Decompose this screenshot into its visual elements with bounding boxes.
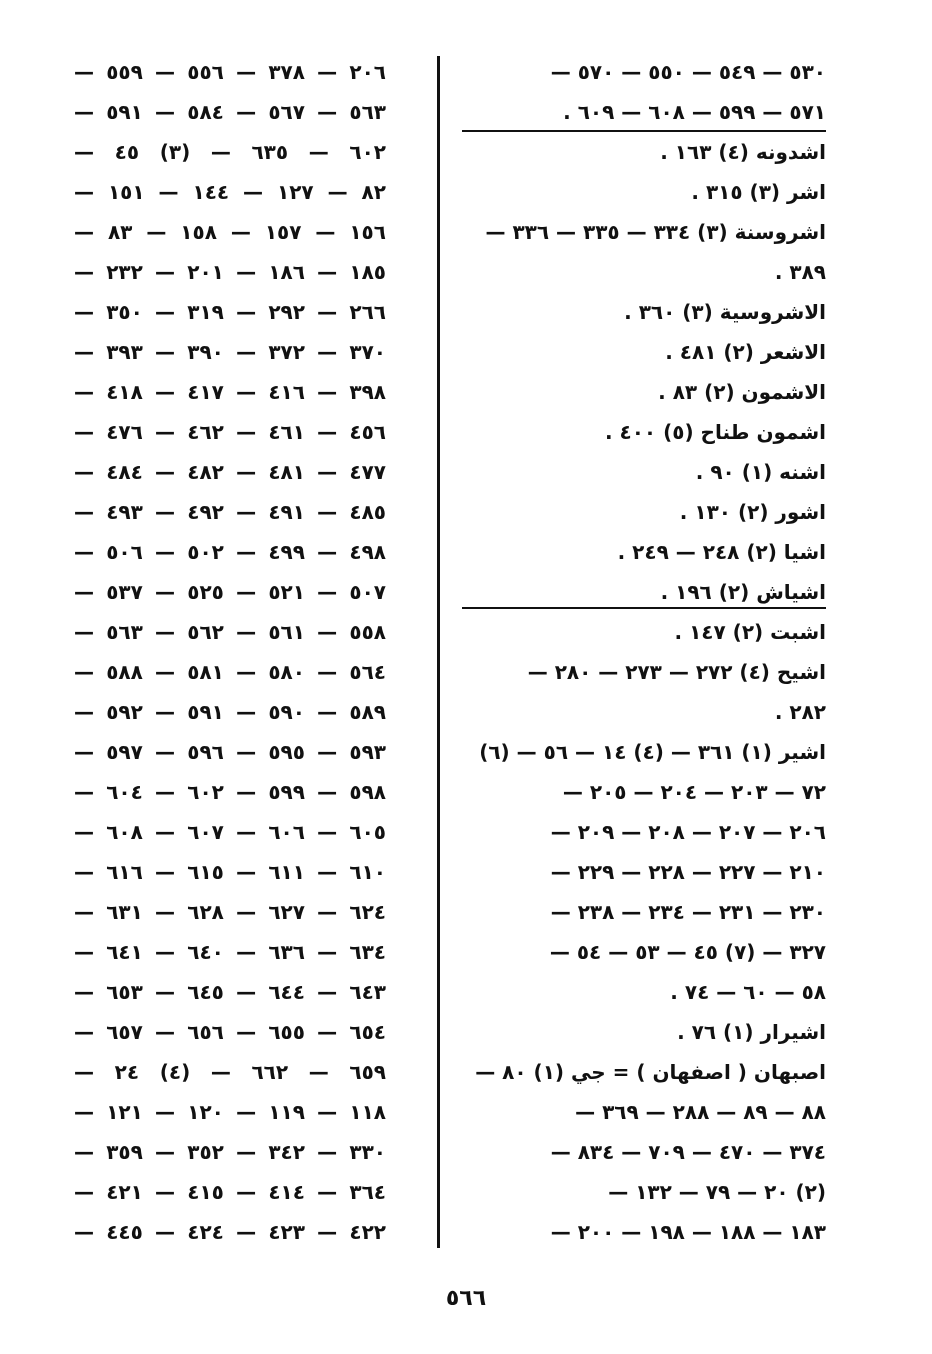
index-line: ٥٦٤ — ٥٨٠ — ٥٨١ — ٥٨٨ —	[74, 660, 386, 684]
index-line: اشور (٢) ١٣٠ .	[679, 500, 826, 524]
column-divider	[437, 56, 440, 1248]
index-line: ١٥٦ — ١٥٧ — ١٥٨ — ٨٣ —	[74, 220, 386, 244]
index-line: ٥٥٨ — ٥٦١ — ٥٦٢ — ٥٦٣ —	[74, 620, 386, 644]
index-line: ٤٩٨ — ٤٩٩ — ٥٠٢ — ٥٠٦ —	[74, 540, 386, 564]
index-line: ٣٧٤ — ٤٧٠ — ٧٠٩ — ٨٣٤ —	[550, 1140, 826, 1164]
index-line: ٢٠٦ — ٢٠٧ — ٢٠٨ — ٢٠٩ —	[550, 820, 826, 844]
index-line: اشبت (٢) ١٤٧ .	[674, 620, 826, 644]
index-line: اشروسنة (٣) ٣٣٤ — ٣٣٥ — ٣٣٦ —	[485, 220, 826, 244]
index-line: ٦٠٥ — ٦٠٦ — ٦٠٧ — ٦٠٨ —	[74, 820, 386, 844]
index-line: ١٨٥ — ١٨٦ — ٢٠١ — ٢٣٢ —	[74, 260, 386, 284]
index-line: الاشعر (٢) ٤٨١ .	[665, 340, 826, 364]
index-line: اشر (٣) ٣١٥ .	[691, 180, 826, 204]
index-line: ٦٤٣ — ٦٤٤ — ٦٤٥ — ٦٥٣ —	[74, 980, 386, 1004]
index-line: ٥٨٩ — ٥٩٠ — ٥٩١ — ٥٩٢ —	[74, 700, 386, 724]
index-line: ٣٢٧ — (٧) ٤٥ — ٥٣ — ٥٤ —	[549, 940, 826, 964]
index-line: ٧٢ — ٢٠٣ — ٢٠٤ — ٢٠٥ —	[562, 780, 826, 804]
index-line: ٤٧٧ — ٤٨١ — ٤٨٢ — ٤٨٤ —	[74, 460, 386, 484]
page-number: ٥٦٦	[445, 1286, 487, 1311]
horizontal-rule	[462, 607, 826, 609]
horizontal-rule	[462, 130, 826, 132]
index-line: ٦٢٤ — ٦٢٧ — ٦٢٨ — ٦٣١ —	[74, 900, 386, 924]
right-column	[462, 52, 826, 1252]
index-line: اشنه (١) ٩٠ .	[695, 460, 826, 484]
index-line: ٤٢٢ — ٤٢٣ — ٤٢٤ — ٤٤٥ —	[74, 1220, 386, 1244]
index-line: ٥٧١ — ٥٩٩ — ٦٠٨ — ٦٠٩ .	[563, 100, 826, 124]
index-line: ٢٨٢ .	[774, 700, 826, 724]
index-line: ٢٦٦ — ٢٩٢ — ٣١٩ — ٣٥٠ —	[74, 300, 386, 324]
index-line: اشدونه (٤) ١٦٣ .	[660, 140, 826, 164]
index-line: ٥٦٣ — ٥٦٧ — ٥٨٤ — ٥٩١ —	[74, 100, 386, 124]
index-line: ٤٨٥ — ٤٩١ — ٤٩٢ — ٤٩٣ —	[74, 500, 386, 524]
index-line: ٨٨ — ٨٩ — ٢٨٨ — ٣٦٩ —	[575, 1100, 826, 1124]
index-line: ٣٦٤ — ٤١٤ — ٤١٥ — ٤٢١ —	[74, 1180, 386, 1204]
index-line: الاشمون (٢) ٨٣ .	[658, 380, 826, 404]
index-line: ٦٥٤ — ٦٥٥ — ٦٥٦ — ٦٥٧ —	[74, 1020, 386, 1044]
index-line: ٣٩٨ — ٤١٦ — ٤١٧ — ٤١٨ —	[74, 380, 386, 404]
index-line: ٥٩٣ — ٥٩٥ — ٥٩٦ — ٥٩٧ —	[74, 740, 386, 764]
index-line: ٦١٠ — ٦١١ — ٦١٥ — ٦١٦ —	[74, 860, 386, 884]
index-line: ٦٣٤ — ٦٣٦ — ٦٤٠ — ٦٤١ —	[74, 940, 386, 964]
index-line: ٥٠٧ — ٥٢١ — ٥٢٥ — ٥٣٧ —	[74, 580, 386, 604]
index-line: ٦٥٩ — ٦٦٢ — (٤) ٢٤ —	[74, 1060, 386, 1084]
index-line: ٢١٠ — ٢٢٧ — ٢٢٨ — ٢٢٩ —	[550, 860, 826, 884]
index-line: ١١٨ — ١١٩ — ١٢٠ — ١٢١ —	[74, 1100, 386, 1124]
index-line: ٢٠٦ — ٣٧٨ — ٥٥٦ — ٥٥٩ —	[74, 60, 386, 84]
index-line: ٣٣٠ — ٣٤٢ — ٣٥٢ — ٣٥٩ —	[74, 1140, 386, 1164]
index-line: ٣٧٠ — ٣٧٢ — ٣٩٠ — ٣٩٣ —	[74, 340, 386, 364]
index-line: ٢٣٠ — ٢٣١ — ٢٣٤ — ٢٣٨ —	[550, 900, 826, 924]
index-line: ٤٥٦ — ٤٦١ — ٤٦٢ — ٤٧٦ —	[74, 420, 386, 444]
index-line: اشمون طناح (٥) ٤٠٠ .	[604, 420, 826, 444]
index-line: ٨٢ — ١٢٧ — ١٤٤ — ١٥١ —	[74, 180, 386, 204]
index-line: (٢) ٢٠ — ٧٩ — ١٣٢ —	[608, 1180, 826, 1204]
index-line: ٦٠٢ — ٦٣٥ — (٣) ٤٥ —	[74, 140, 386, 164]
index-line: ٥٨ — ٦٠ — ٧٤ .	[670, 980, 826, 1004]
index-line: الاشروسية (٣) ٣٦٠ .	[624, 300, 826, 324]
index-line: ١٨٣ — ١٨٨ — ١٩٨ — ٢٠٠ —	[550, 1220, 826, 1244]
left-column	[74, 52, 386, 1252]
index-line: اشياش (٢) ١٩٦ .	[660, 580, 826, 604]
index-line: ٣٨٩ .	[774, 260, 826, 284]
index-line: اصبهان ( اصفهان ) = جي (١) ٨٠ —	[475, 1060, 826, 1084]
index-line: ٥٩٨ — ٥٩٩ — ٦٠٢ — ٦٠٤ —	[74, 780, 386, 804]
index-line: ٥٣٠ — ٥٤٩ — ٥٥٠ — ٥٧٠ —	[550, 60, 826, 84]
index-line: اشيح (٤) ٢٧٢ — ٢٧٣ — ٢٨٠ —	[527, 660, 826, 684]
index-line: اشيا (٢) ٢٤٨ — ٢٤٩ .	[617, 540, 826, 564]
index-line: اشيرار (١) ٧٦ .	[677, 1020, 826, 1044]
index-line: اشير (١) ٣٦١ — (٤) ١٤ — ٥٦ — (٦)	[479, 740, 826, 764]
